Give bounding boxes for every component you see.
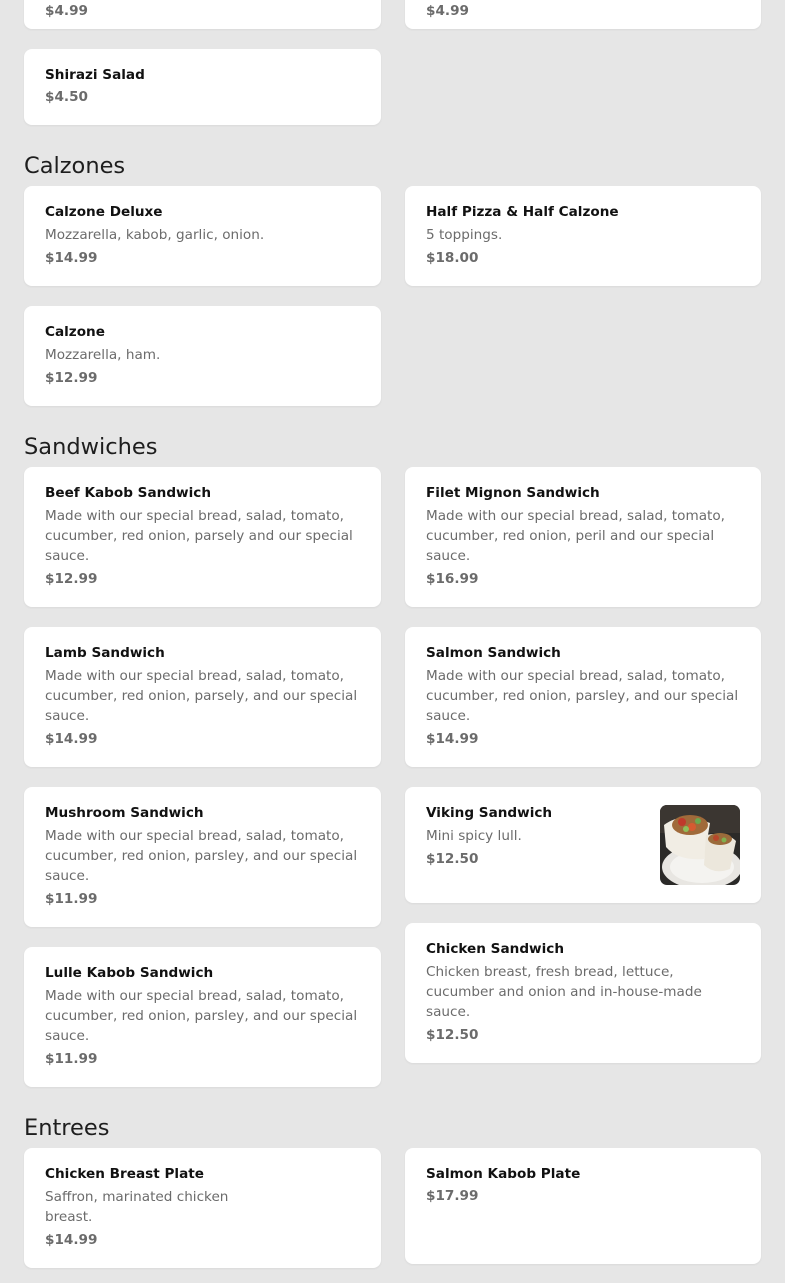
item-price: $14.99 [45, 1232, 98, 1248]
item-price: $17.99 [426, 1188, 479, 1204]
item-description: Made with our special bread, salad, tomato, cucumber, red onion, peril and our special sauce. [426, 508, 725, 564]
item-description: Chicken breast, fresh bread, lettuce, cucumber and onion and in-house-made sauce. [426, 964, 702, 1020]
item-name: Lamb Sandwich [45, 645, 165, 661]
item-name: Salmon Sandwich [426, 645, 561, 661]
item-price: $12.99 [45, 370, 98, 386]
section-title-entrees: Entrees [24, 1115, 110, 1141]
item-name: Salmon Kabob Plate [426, 1166, 581, 1182]
item-price: $18.00 [426, 250, 479, 266]
item-price: $4.50 [45, 89, 88, 105]
item-name: Calzone Deluxe [45, 204, 163, 220]
item-price: $14.99 [45, 250, 98, 266]
menu-item-card[interactable] [405, 627, 761, 767]
item-name: Mushroom Sandwich [45, 805, 204, 821]
menu-item-card[interactable] [24, 467, 381, 607]
item-description: 5 toppings. [426, 227, 503, 243]
menu-item-card[interactable] [24, 947, 381, 1087]
item-name: Calzone [45, 324, 105, 340]
menu-item-card[interactable] [24, 186, 381, 286]
item-description: Mozzarella, kabob, garlic, onion. [45, 227, 265, 243]
item-price: $12.50 [426, 1027, 479, 1043]
item-price: $14.99 [45, 731, 98, 747]
item-description: Made with our special bread, salad, tomato, cucumber, red onion, parsely and our special sauce. [45, 508, 353, 564]
item-description: Made with our special bread, salad, tomato, cucumber, red onion, parsely, and our special sauce. [45, 668, 358, 724]
wrap-sandwich-image [660, 805, 740, 885]
menu-item-card[interactable] [24, 627, 381, 767]
item-price: $4.99 [45, 3, 88, 19]
menu-item-card[interactable] [24, 306, 381, 406]
item-description: Mozzarella, ham. [45, 347, 161, 363]
menu-item-card[interactable] [24, 787, 381, 927]
item-name: Lulle Kabob Sandwich [45, 965, 214, 981]
item-description: Saffron, marinated chicken breast. [45, 1189, 229, 1225]
item-description: Made with our special bread, salad, tomato, cucumber, red onion, parsley, and our special sauce. [45, 988, 358, 1044]
item-name: Viking Sandwich [426, 805, 553, 821]
item-name: Beef Kabob Sandwich [45, 485, 212, 501]
item-name: Shirazi Salad [45, 67, 145, 83]
menu-item-card[interactable] [405, 923, 761, 1063]
menu-item-card[interactable] [24, 0, 381, 29]
item-name: Chicken Sandwich [426, 941, 565, 957]
item-name: Chicken Breast Plate [45, 1166, 204, 1182]
menu-item-card[interactable] [405, 1148, 761, 1264]
item-price: $4.99 [426, 3, 469, 19]
menu-item-card[interactable] [405, 467, 761, 607]
item-price: $12.99 [45, 571, 98, 587]
item-name: Filet Mignon Sandwich [426, 485, 600, 501]
item-photo[interactable] [660, 805, 740, 885]
section-title-sandwiches: Sandwiches [24, 434, 158, 460]
item-description: Made with our special bread, salad, tomato, cucumber, red onion, parsley, and our special sauce. [426, 668, 739, 724]
item-price: $12.50 [426, 851, 479, 867]
menu-item-card[interactable] [24, 1148, 381, 1268]
menu-item-card[interactable] [24, 49, 381, 125]
section-title-calzones: Calzones [24, 153, 126, 179]
menu-item-card[interactable] [405, 186, 761, 286]
item-price: $11.99 [45, 1051, 98, 1067]
item-name: Half Pizza & Half Calzone [426, 204, 619, 220]
item-description: Mini spicy lull. [426, 828, 522, 844]
item-price: $16.99 [426, 571, 479, 587]
item-price: $14.99 [426, 731, 479, 747]
menu-item-card[interactable] [405, 787, 761, 903]
item-price: $11.99 [45, 891, 98, 907]
menu-item-card[interactable] [405, 0, 761, 29]
item-description: Made with our special bread, salad, tomato, cucumber, red onion, parsley, and our special sauce. [45, 828, 358, 884]
